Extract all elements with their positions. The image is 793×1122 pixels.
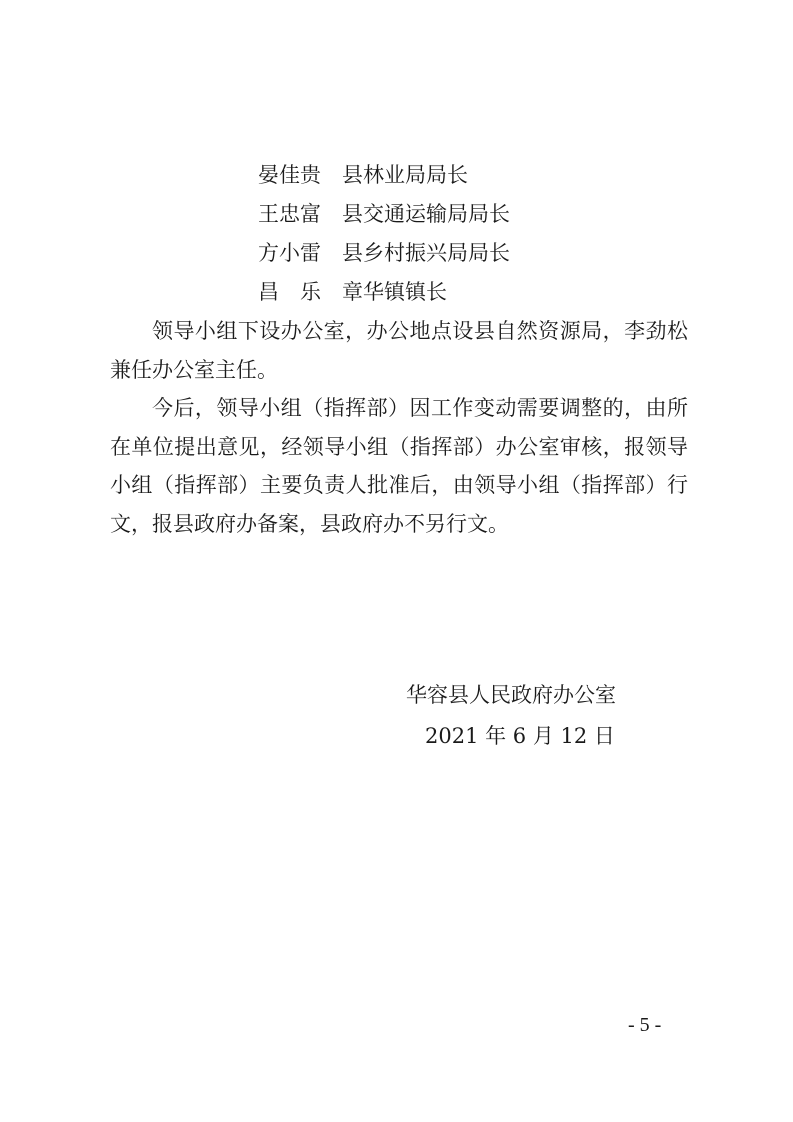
member-line — [258, 160, 468, 190]
member-title: 章华镇镇长 — [342, 280, 447, 304]
member-name: 王忠富 — [258, 202, 321, 226]
member-name: 晏佳贵 — [258, 163, 321, 187]
member-title: 县林业局局长 — [342, 163, 468, 187]
page-number: - 5 - — [628, 1014, 662, 1036]
member-line — [258, 238, 510, 268]
issuing-office: 华容县人民政府办公室 — [406, 683, 616, 707]
member-name: 昌 乐 — [258, 280, 321, 304]
member-name: 方小雷 — [258, 241, 321, 265]
member-title: 县乡村振兴局局长 — [342, 241, 510, 265]
adjustment-paragraph: 今后，领导小组（指挥部）因工作变动需要调整的，由所在单位提出意见，经领导小组（指挥部）办公室审核，报领导小组（指挥部）主要负责人批准后，由领导小组（指挥部）行文，报县政府办备案，县政府办不另行文。 — [110, 396, 688, 536]
member-line — [258, 277, 447, 307]
member-title: 县交通运输局局长 — [342, 202, 510, 226]
member-line — [258, 199, 510, 229]
issue-date: 2021 年 6 月 12 日 — [425, 724, 615, 748]
office-paragraph: 领导小组下设办公室，办公地点设县自然资源局，李劲松兼任办公室主任。 — [110, 319, 688, 382]
